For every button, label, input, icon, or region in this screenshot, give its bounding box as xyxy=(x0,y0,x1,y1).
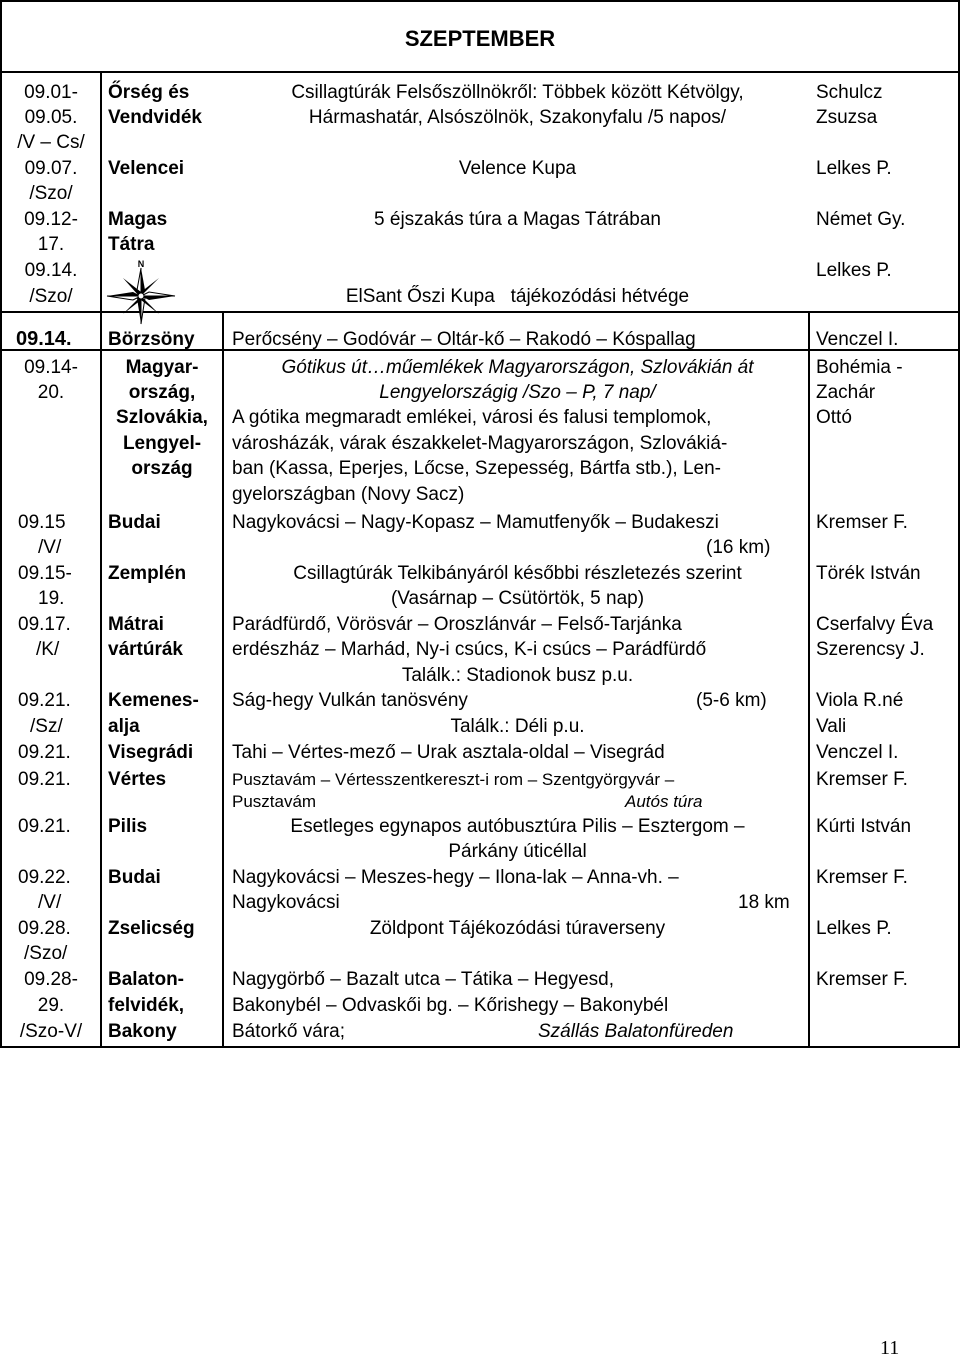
leader: Lelkes P. xyxy=(816,158,892,179)
program-description: Nagygörbő – Bazalt utca – Tátika – Hegyesd, xyxy=(232,969,614,990)
region: Szlovákia, xyxy=(116,407,208,428)
region-column-divider xyxy=(222,313,224,1048)
region: Magyar- xyxy=(125,357,199,378)
table-row-date: /V/ xyxy=(38,892,62,913)
region: Budai xyxy=(108,867,161,888)
program-distance: (5-6 km) xyxy=(696,690,767,711)
program-description: 5 éjszakás túra a Magas Tátrában xyxy=(374,209,661,230)
program-description: ElSant Őszi Kupa tájékozódási hétvége xyxy=(345,286,690,307)
program-description: gyelországban (Novy Sacz) xyxy=(232,484,465,505)
table-row-date: 09.21. xyxy=(18,742,71,763)
leader: Kremser F. xyxy=(816,512,908,533)
program-description: Esetleges egynapos autóbusztúra Pilis – Esztergom – xyxy=(290,816,745,837)
leader: Bohémia - xyxy=(816,357,903,378)
top-date: 09.12- xyxy=(24,209,78,230)
table-row-date: /Szo-V/ xyxy=(19,1021,83,1042)
compass-rose-icon xyxy=(105,258,177,330)
leader: Viola R.né xyxy=(816,690,904,711)
leader: Ottó xyxy=(816,407,852,428)
program-note: Szállás Balatonfüreden xyxy=(538,1021,734,1042)
program-description: Velence Kupa xyxy=(458,158,577,179)
table-left-border xyxy=(0,313,2,1048)
program-description: Nagykovácsi – Nagy-Kopasz – Mamutfenyők – Budakeszi xyxy=(232,512,719,533)
program-description: (16 km) xyxy=(706,537,771,558)
region: Zemplén xyxy=(108,563,187,584)
region: Őrség és xyxy=(108,82,190,103)
top-date: 09.07. xyxy=(24,158,78,179)
program-description: Találk.: Déli p.u. xyxy=(450,716,585,737)
top-date: /V – Cs/ xyxy=(17,132,85,153)
region: Bakony xyxy=(108,1021,177,1042)
top-date: 09.14. xyxy=(24,260,78,281)
program-description: Csillagtúrák Telkibányáról későbbi részletezés szerint xyxy=(293,563,742,584)
program-description: Nagykovácsi – Meszes-hegy – Ilona-lak – Anna-vh. – xyxy=(232,867,679,888)
table-row-date: 09.22. xyxy=(18,867,71,888)
region: Magas xyxy=(108,209,168,230)
table-row-date: 09.15- xyxy=(18,563,72,584)
leader: Kremser F. xyxy=(816,867,908,888)
page-number: 11 xyxy=(880,1337,900,1359)
leader: Schulcz xyxy=(816,82,883,103)
region: Börzsöny xyxy=(108,329,195,350)
program-description: Találk.: Stadionok busz p.u. xyxy=(401,665,634,686)
program-description: A gótika megmaradt emlékei, városi és falusi templomok, xyxy=(232,407,712,428)
region: Zselicség xyxy=(108,918,195,939)
program-description: Pusztavám xyxy=(232,792,317,811)
program-description: Párkány úticéllal xyxy=(448,841,587,862)
title-divider xyxy=(0,71,960,73)
program-description: Perőcsény – Godóvár – Oltár-kő – Rakodó – Kóspallag xyxy=(232,329,696,350)
table-row-date: 09.21. xyxy=(18,816,71,837)
table-row-date: 09.28. xyxy=(18,918,71,939)
leader: Kremser F. xyxy=(816,769,908,790)
program-description: (Vasárnap – Csütörtök, 5 nap) xyxy=(390,588,645,609)
program-description: Bakonybél – Odvaskői bg. – Kőrishegy – Bakonybél xyxy=(232,995,669,1016)
program-description: Tahi – Vértes-mező – Urak asztala-oldal – Visegrád xyxy=(232,742,665,763)
top-date: /Szo/ xyxy=(29,286,73,307)
table-row-date: 09.28- xyxy=(24,969,78,990)
program-description: ban (Kassa, Eperjes, Lőcse, Szepesség, Bártfa stb.), Len- xyxy=(232,458,721,479)
top-date: 09.01- xyxy=(24,82,78,103)
table-row-date: 09.14- xyxy=(24,357,78,378)
region: Vendvidék xyxy=(108,107,202,128)
program-description: Csillagtúrák Felsőszöllnökről: Többek között Kétvölgy, xyxy=(291,82,744,103)
leader: Venczel I. xyxy=(816,329,899,350)
program-description: Nagykovácsi xyxy=(232,892,340,913)
svg-text:N: N xyxy=(137,259,145,269)
leader: Venczel I. xyxy=(816,742,899,763)
region: Budai xyxy=(108,512,161,533)
program-description: erdészház – Marhád, Ny-i csúcs, K-i csúcs – Parádfürdő xyxy=(232,639,707,660)
region: Kemenes- xyxy=(108,690,199,711)
program-description: Parádfürdő, Vörösvár – Oroszlánvár – Felső-Tarjánka xyxy=(232,614,682,635)
program-distance: 18 km xyxy=(738,892,790,913)
program-description: Bátorkő vára; xyxy=(232,1021,345,1042)
region: Pilis xyxy=(108,816,148,837)
table-row-date: /Szo/ xyxy=(24,943,68,964)
table-row-date: 20. xyxy=(37,382,65,403)
program-description: városházák, várak északkelet-Magyarországon, Szlovákiá- xyxy=(232,433,728,454)
region: Lengyel- xyxy=(122,433,202,454)
region: vártúrák xyxy=(108,639,183,660)
leader: Német Gy. xyxy=(816,209,906,230)
leader: Kremser F. xyxy=(816,969,908,990)
table-row-date: 19. xyxy=(38,588,65,609)
program-description: Ság-hegy Vulkán tanösvény xyxy=(232,690,468,711)
program-description: Hármashatár, Alsószölnök, Szakonyfalu /5 napos/ xyxy=(308,107,727,128)
leader: Zsuzsa xyxy=(816,107,878,128)
table-row-date: 29. xyxy=(37,995,65,1016)
top-date: 09.05. xyxy=(24,107,78,128)
program-description: Zöldpont Tájékozódási túraverseny xyxy=(369,918,666,939)
region: ország xyxy=(131,458,193,479)
leader: Szerencsy J. xyxy=(816,639,925,660)
table-bottom-border xyxy=(0,1046,960,1048)
table-row-date: /Sz/ xyxy=(30,716,63,737)
program-note: Autós túra xyxy=(625,792,703,811)
region: Mátrai xyxy=(108,614,164,635)
region: Tátra xyxy=(108,234,155,255)
region: felvidék, xyxy=(108,995,185,1016)
leader: Kúrti István xyxy=(816,816,912,837)
top-date-column-divider xyxy=(100,71,102,313)
table-row-date: /V/ xyxy=(38,537,62,558)
leader: Cserfalvy Éva xyxy=(816,614,934,635)
top-date: 17. xyxy=(37,234,65,255)
table-row-date: 09.17. xyxy=(18,614,71,635)
table-row-date: /K/ xyxy=(36,639,60,660)
region: Visegrádi xyxy=(108,742,194,763)
leader: Törék István xyxy=(816,563,921,584)
table-row-date: 09.21. xyxy=(18,690,71,711)
leader: Lelkes P. xyxy=(816,918,892,939)
region: Balaton- xyxy=(108,969,184,990)
month-title: SZEPTEMBER xyxy=(404,26,556,51)
region: alja xyxy=(108,716,140,737)
leader: Vali xyxy=(816,716,847,737)
top-date: /Szo/ xyxy=(29,183,73,204)
region: ország, xyxy=(128,382,196,403)
table-row-date: 09.21. xyxy=(18,769,71,790)
region: Velencei xyxy=(108,158,185,179)
table-row-date: 09.15 xyxy=(18,512,66,533)
leader: Zachár xyxy=(816,382,876,403)
region: Vértes xyxy=(108,769,167,790)
program-title: Gótikus út…műemlékek Magyarországon, Szlovákián át xyxy=(281,357,754,378)
table-row-date: 09.14. xyxy=(16,328,72,350)
program-title: Lengyelországig /Szo – P, 7 nap/ xyxy=(379,382,656,403)
leader: Lelkes P. xyxy=(816,260,892,281)
program-description: Pusztavám – Vértesszentkereszt-i rom – Szentgyörgyvár – xyxy=(232,770,675,789)
